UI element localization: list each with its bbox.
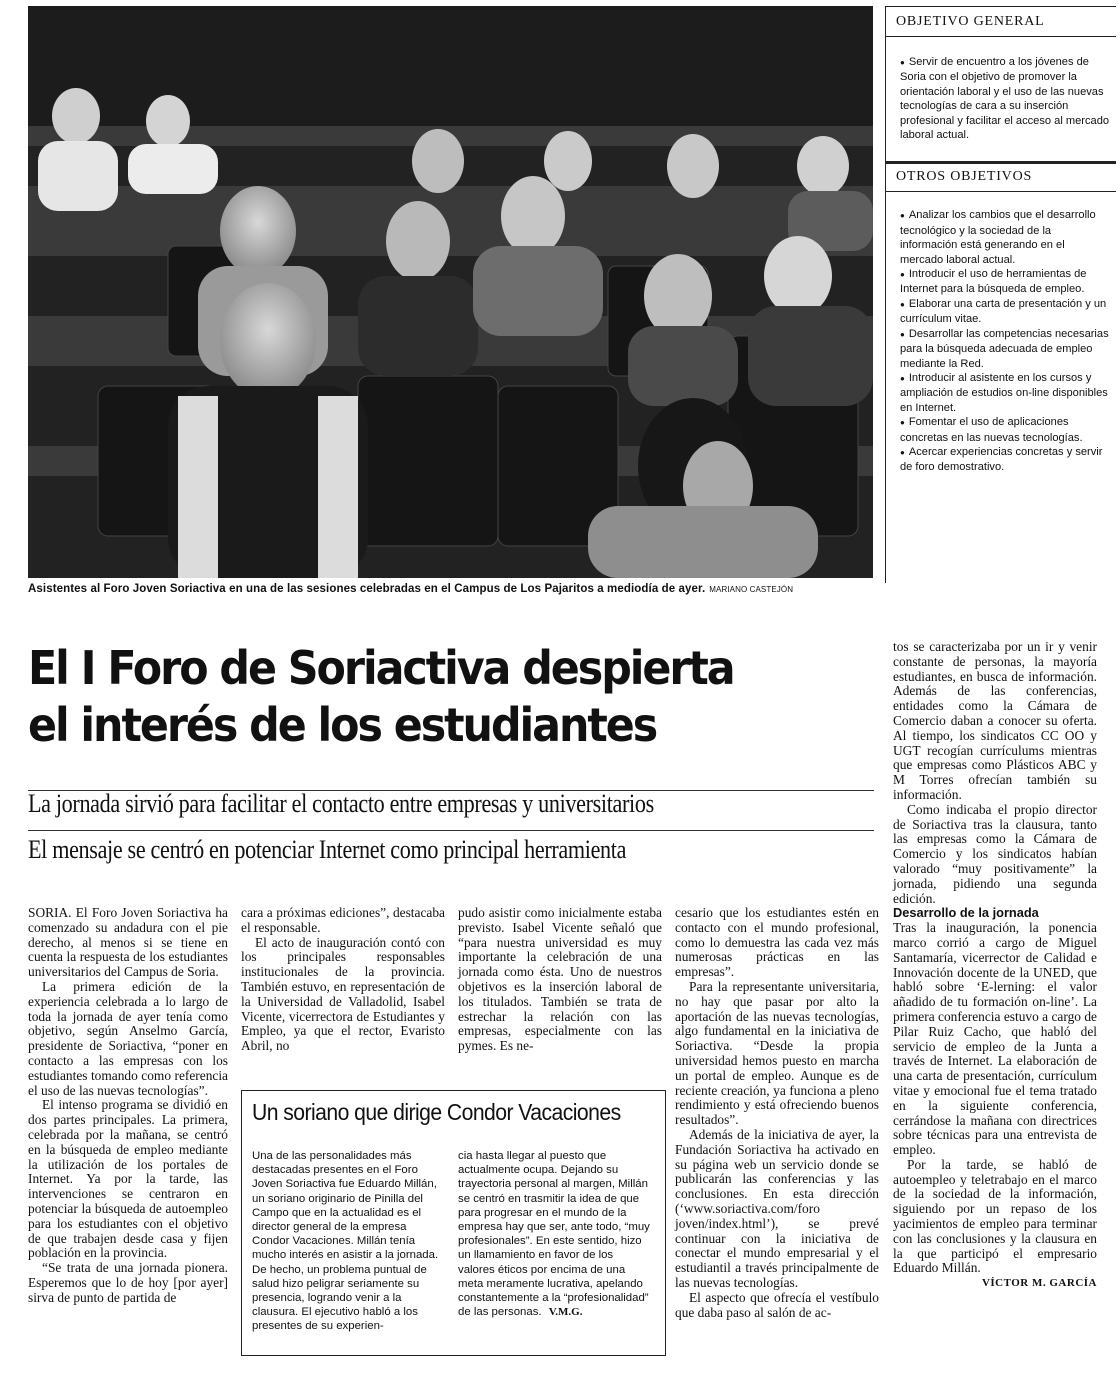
paragraph-text: Para la representante universitaria, no hay que pasar por alto la aportación de las nuevas tecnologías, algo fundamental en la iniciativa de Soriactiva. “Desde la propia universidad hemos puesto en marcha un portal de empleo. Aunque es de reciente creación, ya funciona a pleno rendimiento y está ofreciendo buenos resultados”. — [675, 978, 879, 1128]
byline: VÍCTOR M. GARCÍA — [981, 1277, 1097, 1290]
list-item-text: Elaborar una carta de presentación y un currículum vitae. — [900, 297, 1107, 326]
box-column-2 — [458, 1149, 650, 1319]
paragraph-text: Además de la iniciativa de ayer, la Fundación Soriactiva ha activado en su página web un servicio donde se publicarán las conferencias y las conclusiones. En esta dirección (‘www.soriactiva.com/foro joven/index.html’), se prevé continuar con la iniciativa de conectar el mundo empresarial y el estudiantil a través principalmente de las nuevas tecnologías. — [675, 1126, 879, 1290]
subheadline-2: El mensaje se centró en potenciar Internet como principal herramienta — [28, 834, 627, 864]
bullet-icon: ● — [900, 270, 905, 280]
article-photo — [28, 6, 873, 578]
list-item — [900, 55, 1110, 142]
paragraph — [893, 803, 1097, 907]
list-item — [900, 297, 1110, 327]
paragraph — [893, 921, 1097, 1158]
list-item — [900, 445, 1110, 475]
article-column-1 — [28, 906, 228, 1306]
paragraph-text: Como indicaba el propio director de Soriactiva tras la clausura, tanto las empresas como la Cámara de Comercio y los sindicatos habían valorado “muy positivamente” la jornada, pidiendo una segunda edición. — [893, 801, 1097, 906]
list-item — [900, 415, 1110, 445]
paragraph-text: “Se trata de una jornada pionera. Esperemos que lo de hoy [por ayer] sirva de punto de partida de — [28, 1260, 228, 1305]
box-signature: V.M.G. — [548, 1306, 583, 1319]
paragraph — [893, 640, 1097, 803]
paragraph-text: La primera edición de la experiencia celebrada a lo largo de toda la jornada de ayer tenía como objetivo, según Anselmo García, presidente de Soriactiva, “poner en contacto a las empresas con los estudiantes tomando como referencia el uso de las nuevas tecnologías”. — [28, 978, 228, 1098]
paragraph-text: SORIA. El Foro Joven Soriactiva ha comenzado su andadura con el pie derecho, al menos si se tiene en cuenta la respuesta de los estudiantes universitarios del Campus de Soria. — [28, 905, 228, 980]
paragraph — [28, 980, 228, 1098]
article-column-5 — [893, 640, 1097, 1291]
bullet-icon: ● — [900, 418, 905, 428]
photo-caption — [28, 583, 873, 595]
paragraph-text: Por la tarde, se habló de autoempleo y teletrabajo en el marco de la sociedad de la información, siguiendo por un repaso de los yacimientos de empleo para terminar con las conclusiones y la clausura en la que participó el empresario Eduardo Millán. — [893, 1156, 1097, 1276]
list-item — [900, 267, 1110, 297]
list-item-text: Introducir el uso de herramientas de Internet para la búsqueda de empleo. — [900, 268, 1087, 296]
otros-objetivos-list — [886, 208, 1116, 474]
photo-credit: MARIANO CASTEJÓN — [709, 585, 794, 594]
list-item — [900, 371, 1110, 415]
paragraph — [893, 1158, 1097, 1276]
paragraph — [675, 906, 879, 980]
caption-text: Asistentes al Foro Joven Soriactiva en una de las sesiones celebradas en el Campus de Los Pajaritos a mediodía de ayer. — [28, 583, 706, 595]
sidebar-box — [241, 1090, 666, 1356]
bullet-icon: ● — [900, 299, 905, 309]
bullet-icon: ● — [900, 447, 905, 457]
article-column-4 — [675, 906, 879, 1320]
paragraph-text: El acto de inauguración contó con los principales responsables institucionales de la provincia. También estuvo, en representación de la Universidad de Valladolid, Isabel Vicente, vicerrectora de Estudiantes y Empleo, ya que el rector, Evaristo Abril, no — [241, 934, 445, 1054]
list-item-text: Introducir al asistente en los cursos y ampliación de estudios on-line disponibles en Internet. — [900, 371, 1108, 414]
paragraph — [675, 1291, 879, 1321]
list-item — [900, 327, 1110, 371]
article-headline — [28, 640, 819, 754]
bullet-icon: ● — [900, 329, 905, 339]
paragraph-text: tos se caracterizaba por un ir y venir constante de personas, la mayoría estudiantes, en busca de información. Además de las conferencias, entidades como la Cámara de Comercio daban a conocer su oferta. Al tiempo, los sindicatos CC OO y UGT recogían currículums mientras que empresas como Plásticos ABC y M Torres ofrecían también su información. — [893, 639, 1097, 802]
objetivo-general-list — [886, 55, 1116, 142]
paragraph — [28, 1261, 228, 1305]
paragraph — [28, 906, 228, 980]
article-column-2 — [241, 906, 445, 1054]
paragraph — [675, 1128, 879, 1291]
list-item-text: Desarrollar las competencias necesarias para la búsqueda adecuada de empleo mediante la Red. — [900, 327, 1109, 370]
headline-line-1: El I Foro de Soriactiva despierta — [28, 641, 734, 695]
bullet-icon: ● — [900, 58, 905, 67]
divider — [886, 36, 1116, 37]
list-item-text: Analizar los cambios que el desarrollo tecnológico y la sociedad de la información está generando en el mercado laboral actual. — [900, 209, 1096, 266]
paragraph-text: El intenso programa se dividió en dos partes principales. La primera, celebrada por la mañana, se centró en la búsqueda de empleo mediante la utilización de los portales de Internet. Ya por la tarde, las intervenciones se centraron en potenciar la búsqueda de autoempleo para los estudiantes con el objetivo de que trabajen desde casa y fijen población en la provincia. — [28, 1097, 228, 1261]
objectives-sidebar — [885, 6, 1116, 583]
paragraph-text: El aspecto que ofrecía el vestíbulo que daba paso al salón de ac- — [675, 1289, 879, 1320]
paragraph — [241, 906, 445, 936]
box-column-1: Una de las personalidades más destacadas presentes en el Foro Joven Soriactiva fue Eduardo Millán, un soriano originario de Pinilla del Campo que en la actualidad es el director general de la empresa Condor Vacaciones. Millán tenía mucho interés en asistir a la jornada. De hecho, un problema puntual de salud hizo peligrar seriamente su presencia, logrando venir a la clausura. El ejecutivo habló a los presentes de su experien- — [252, 1150, 439, 1333]
list-item-text: Acercar experiencias concretas y servir de foro demostrativo. — [900, 445, 1103, 474]
divider — [28, 830, 874, 831]
box-column-2-text: cia hasta llegar al puesto que actualmente ocupa. Dejando su trayectoria personal al margen, Millán se centró en trasmitir la idea de que para progresar en el mundo de la empresa hay que ser, ante todo, “muy profesionales”. En este sentido, hizo un llamamiento en favor de los valores éticos por encima de una meta meramente lucrativa, apelando constantemente a la “profesionalidad” de las personas. — [458, 1150, 650, 1319]
subheadline-1: La jornada sirvió para facilitar el contacto entre empresas y universitarios — [28, 788, 654, 818]
list-item-text: Servir de encuentro a los jóvenes de Soria con el objetivo de promover la orientación laboral y el uso de las nuevas tecnologías de cara a su inserción profesional y facilitar el acceso al mercado laboral actual. — [900, 56, 1110, 142]
paragraph-text: Tras la inauguración, la ponencia marco corrió a cargo de Miguel Santamaría, vicerrector de Calidad e Innovación docente de la UNED, que habló sobre ‘E-lerning: el valor añadido de tu formación on-line’. La primera conferencia estuvo a cargo de Pilar Ruiz Cacho, que habló del servicio de empleo de la Junta a través de Internet. La elaboración de una carta de presentación, currículum vitae y emocional fue el tema tratado en la siguiente conferencia, cerrándose la mañana con directrices sobre técnicas para una entrevista de empleo. — [893, 920, 1097, 1158]
audience-photo-illustration — [28, 6, 873, 578]
article-column-3 — [458, 906, 662, 1054]
paragraph-text: cara a próximas ediciones”, destacaba el responsable. — [241, 905, 445, 935]
headline-line-2: el interés de los estudiantes — [28, 698, 657, 752]
paragraph-text: cesario que los estudiantes estén en contacto con el mundo profesional, como lo demuestra las cada vez más numerosas prácticas en las empresas”. — [675, 905, 879, 980]
box-title: Un soriano que dirige Condor Vacaciones — [252, 1099, 621, 1125]
bullet-icon: ● — [900, 211, 905, 221]
paragraph — [28, 1098, 228, 1261]
paragraph — [241, 936, 445, 1054]
section-subheading: Desarrollo de la jornada — [893, 905, 1039, 921]
divider — [886, 191, 1116, 192]
paragraph-text: pudo asistir como inicialmente estaba previsto. Isabel Vicente señaló que “para nuestra universidad es muy importante la celebración de una jornada como ésta. Uno de nuestros objetivos es la inserción laboral de los titulados. También se trata de estrechar la relación con las empresas, especialmente con las pymes. Es ne- — [458, 905, 662, 1054]
list-item — [900, 208, 1110, 267]
paragraph — [458, 906, 662, 1054]
bullet-icon: ● — [900, 373, 905, 383]
list-item-text: Fomentar el uso de aplicaciones concretas en las nuevas tecnologías. — [900, 416, 1083, 444]
paragraph — [675, 980, 879, 1128]
objetivo-general-heading: OBJETIVO GENERAL — [896, 14, 1045, 29]
otros-objetivos-heading: OTROS OBJETIVOS — [896, 169, 1033, 185]
